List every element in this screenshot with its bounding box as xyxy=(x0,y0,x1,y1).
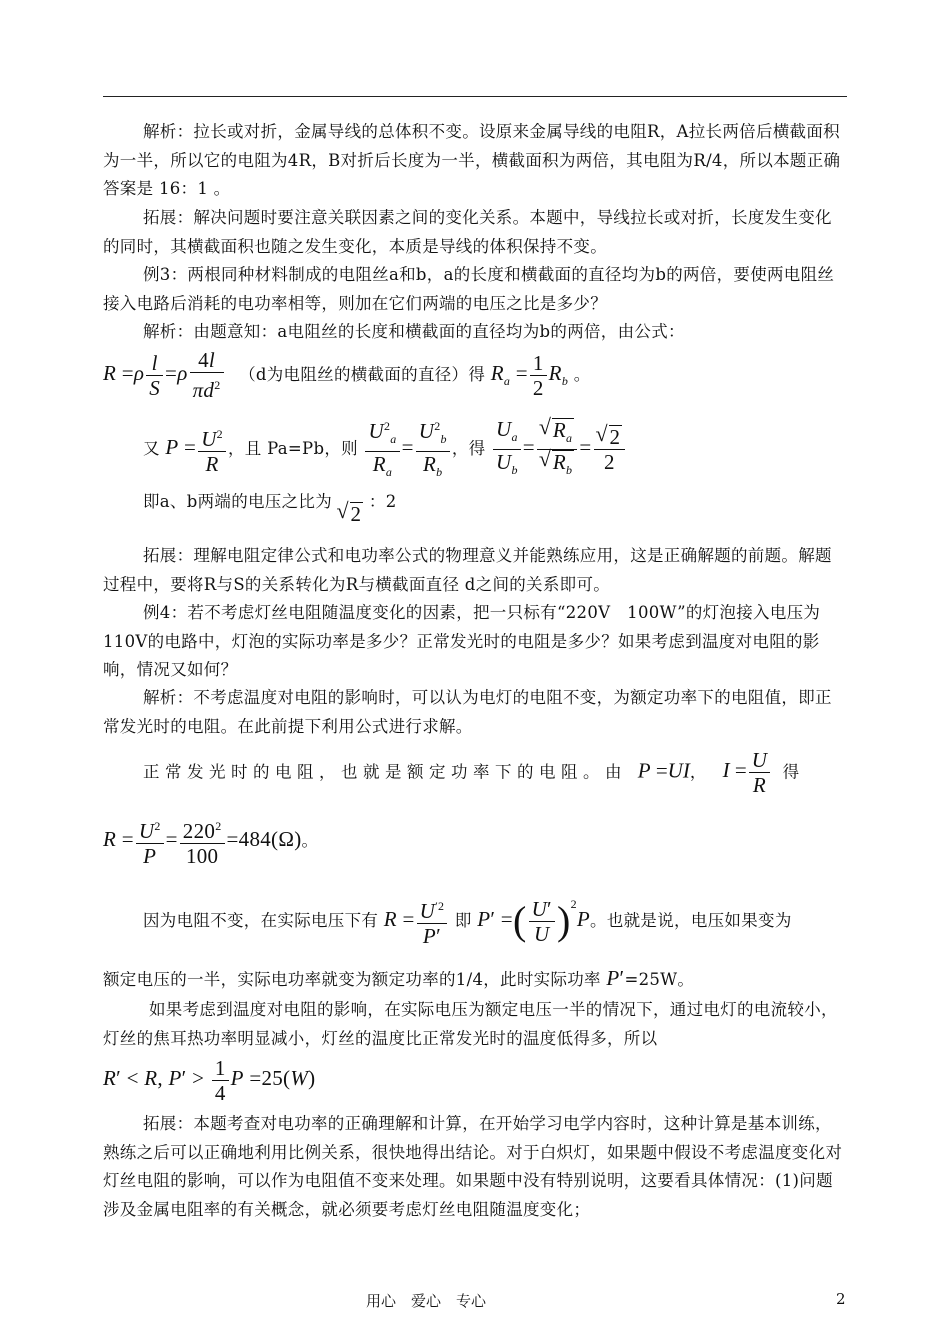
formula-ohm-line xyxy=(103,748,847,798)
text-you: 又 xyxy=(143,439,160,458)
formula-sqrt-2: √ 2 xyxy=(338,502,364,526)
formula-p-ui: P =UI xyxy=(637,758,690,783)
paragraph-extension-2: 拓展：理解电阻定律公式和电功率公式的物理意义并能熟练应用，这是正确解题的前题。解题过程中，要将R与S的关系转化为R与横截面直径 d之间的关系即可。 xyxy=(103,546,832,594)
footer-motto: 用心 爱心 专心 xyxy=(366,1292,487,1310)
voltage-ratio-line xyxy=(103,486,847,526)
formula-r-calc-line xyxy=(103,814,847,870)
text-25w: =25W。 xyxy=(624,970,695,989)
formula-ratio-ra: $R_a$ = $\frac{1}{2}$ $R_b$ xyxy=(490,350,569,400)
paragraph-analysis-2: 解析：由题意知：a电阻丝的长度和横截面的直径均为b的两倍，由公式： xyxy=(143,322,685,341)
text-ji: 即 xyxy=(454,910,472,930)
formula-r-actual: R = $\frac{U^{'2}}{P'}$ xyxy=(384,907,450,931)
formula-actual-power-line xyxy=(103,894,847,958)
formula-inequality: R′ < R, P′ > $\frac{1}{4}$ P =25(W) xyxy=(103,1056,316,1105)
page-number: 2 xyxy=(836,1290,846,1308)
actual-power-line xyxy=(103,964,847,995)
text-ratio-statement: 即a、b两端的电压之比为 xyxy=(143,492,332,511)
text-de-2: 得 xyxy=(782,762,805,782)
formula-inequality-line xyxy=(103,1056,847,1106)
formula-power-equal: $\frac{U^2_a}{R_a}$ = $\frac{U^2_b}{R_b}$ xyxy=(363,435,451,459)
header-rule xyxy=(103,96,847,97)
formula-resistance: R =ρ $\frac{l}{S}$ =ρ $\frac{4l}{\pi d^2}$ xyxy=(103,361,231,385)
paragraph-extension-3: 拓展：本题考查对电功率的正确理解和计算，在开始学习电学内容时，这种计算是基本训练，熟练之后可以正确地利用比例关系，很快地得出结论。对于白炽灯，如果题中假设不考虑温度变化对灯丝电阻的影响，可以作为电阻值不变来处理。如果题中没有特别说明，这要看具体情况：(1)问题涉及金属电阻率的有关概念，就必须要考虑灯丝电阻随温度变化； xyxy=(103,1114,843,1219)
text-condition: ，且 Pa=Pb，则 xyxy=(227,439,358,458)
text-sep: ， xyxy=(689,762,712,782)
formula-power: P = $\frac{U^2}{R}$ xyxy=(165,435,228,459)
text-de: ，得 xyxy=(451,439,486,458)
formula-r-484: R = $\frac{U^2}{P}$ = $\frac{220^2}{100}$ =484(Ω) xyxy=(103,827,302,851)
formula-voltage-ratio: $\frac{U_a}{U_b}$ = √ $R_a$ √ $R_b$ = √ $\frac{2}{2}$ xyxy=(491,435,627,459)
formula-resistance-line: R =ρ $\frac{l}{S}$ =ρ $\frac{4l}{\pi d^2}$ （d为电阻丝的横截面的直径）得 $R_a$ = $\frac{1}{2}$ $R_b$ 。 xyxy=(103,348,591,402)
paragraph-extension-1: 拓展：解决问题时要注意关联因素之间的变化关系。本题中，导线拉长或对折，长度发生变化的同时，其横截面积也随之发生变化，本质是导线的体积保持不变。 xyxy=(103,208,832,256)
formula-i-ur: I = $\frac{U}{R}$ xyxy=(723,758,772,782)
text-ratio-tail: ：2 xyxy=(368,492,397,511)
formula-p-actual: P′ =( $\frac{U'}{U}$ )$^2$P xyxy=(477,896,591,946)
formula-p-prime: P′ xyxy=(606,966,625,990)
paragraph-example-3: 例3：两根同种材料制成的电阻丝a和b，a的长度和横截面的直径均为b的两倍，要使两电阻丝接入电路后消耗的电功率相等，则加在它们两端的电压之比是多少？ xyxy=(103,265,835,313)
text-constant-resistance: 因为电阻不变，在实际电压下有 xyxy=(143,910,379,930)
text-that-is: 。也就是说，电压如果变为 xyxy=(590,910,792,930)
text-normal-resistance: 正常发光时的电阻，也就是额定功率下的电阻。由 xyxy=(143,762,627,782)
text-period: 。 xyxy=(301,830,319,850)
formula-note: （d为电阻丝的横截面的直径）得 xyxy=(239,364,486,384)
text-half-voltage: 额定电压的一半，实际电功率就变为额定功率的1/4，此时实际功率 xyxy=(103,970,601,989)
formula-power-line xyxy=(103,414,847,480)
paragraph-example-4: 例4：若不考虑灯丝电阻随温度变化的因素，把一只标有“220V 100W”的灯泡接入电压为110V的电路中，灯泡的实际功率是多少？正常发光时的电阻是多少？如果考虑到温度对电阻的影响，情况又如何？ xyxy=(103,603,821,679)
paragraph-analysis-3: 解析：不考虑温度对电阻的影响时，可以认为电灯的电阻不变，为额定功率下的电阻值，即正常发光时的电阻。在此前提下利用公式进行求解。 xyxy=(103,688,832,736)
paragraph-temperature: 如果考虑到温度对电阻的影响，在实际电压为额定电压一半的情况下，通过电灯的电流较小，灯丝的焦耳热功率明显减小，灯丝的温度比正常发光时的温度低得多，所以 xyxy=(103,1000,838,1048)
paragraph-analysis-1: 解析：拉长或对折，金属导线的总体积不变。设原来金属导线的电阻R，A拉长两倍后横截面积为一半，所以它的电阻为4R，B对折后长度为一半，横截面积为两倍，其电阻为R/4，所以本题正确答案是 16：1 。 xyxy=(103,122,841,198)
